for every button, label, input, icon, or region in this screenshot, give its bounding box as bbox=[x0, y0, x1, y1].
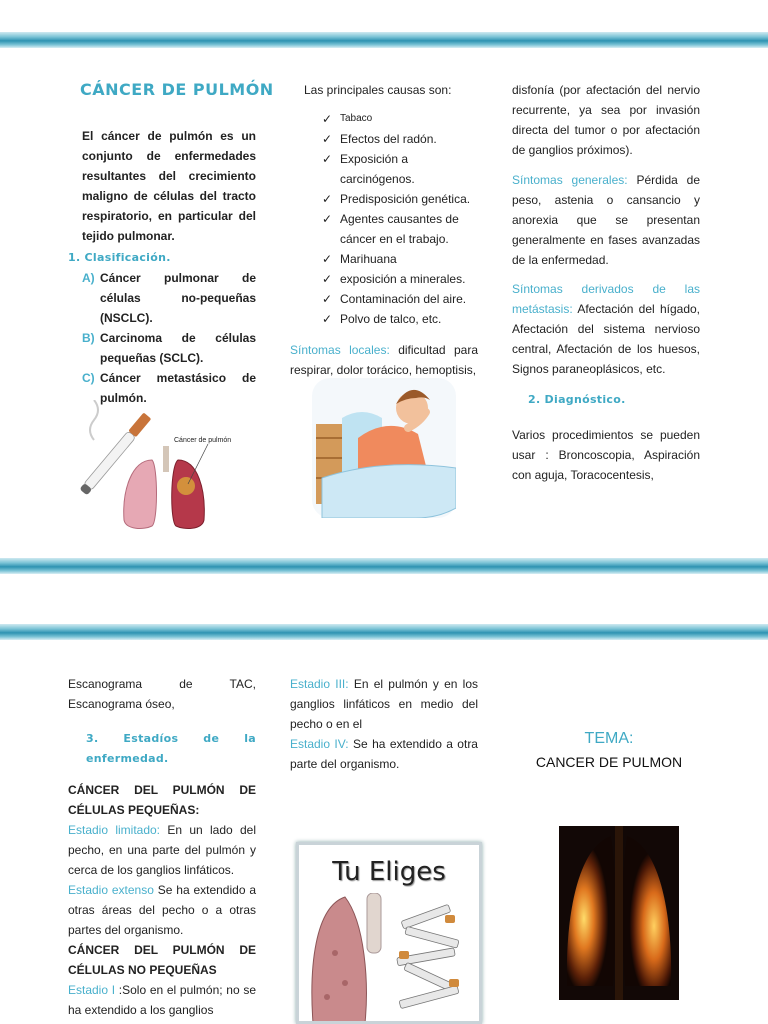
item-letter: A) bbox=[82, 271, 95, 285]
stages-heading-text: 3. Estadíos de la enfermedad. bbox=[86, 732, 256, 765]
cause-item: ✓ Tabaco bbox=[322, 109, 476, 129]
limited-stage-text: En un lado del pecho, en una parte del pulmón y cerca de los ganglios linfáticos. bbox=[68, 823, 256, 877]
tu-eliges-poster bbox=[296, 842, 482, 1024]
local-symptoms bbox=[290, 340, 478, 380]
metastasis-symptoms bbox=[512, 279, 700, 379]
classification-section bbox=[68, 248, 256, 408]
cause-item: ✓ exposición a minerales. bbox=[322, 269, 476, 289]
small-cell-heading: CÁNCER DEL PULMÓN DE CÉLULAS PEQUEÑAS: bbox=[68, 783, 256, 817]
cause-item: ✓ Efectos del radón. bbox=[322, 129, 476, 149]
extensive-stage-label: Estadio extenso bbox=[68, 883, 154, 897]
general-symptoms-text: Pérdida de peso, astenia o cansancio y anorexia que se presentan generalmente en fases avanzadas de la enfermedad. bbox=[512, 173, 700, 267]
disfonia-text: disfonía (por afectación del nervio recurrente, ya sea por invasión directa del tumor o por afectación de ganglios próximos). bbox=[512, 83, 700, 157]
intro-text: El cáncer de pulmón es un conjunto de enfermedades resultantes del crecimiento maligno de células del tracto respiratorio, en particular del tejido pulmonar. bbox=[82, 129, 256, 243]
non-small-cell-heading: CÁNCER DEL PULMÓN DE CÉLULAS NO PEQUEÑAS bbox=[68, 943, 256, 977]
cause-item: ✓ Polvo de talco, etc. bbox=[322, 309, 476, 329]
tema-value: CANCER DE PULMON bbox=[535, 754, 683, 770]
diagnosis-continuation: Escanograma de TAC, Escanograma óseo, bbox=[68, 677, 256, 711]
local-symptoms-text: dificultad para respirar, dolor torácico, hemoptisis, bbox=[290, 343, 479, 377]
middle-band-upper bbox=[0, 558, 768, 574]
cause-item: ✓ Marihuana bbox=[322, 249, 476, 269]
stage-four-label: Estadio IV: bbox=[290, 737, 349, 751]
item-letter: B) bbox=[82, 331, 95, 345]
metastasis-symptoms-text: Afectación del hígado, Afectación del sistema nervioso central, Afectación de los huesos, Signos paraneoplásicos, etc. bbox=[512, 302, 700, 376]
stages-heading bbox=[86, 729, 256, 769]
small-cell-section bbox=[68, 780, 256, 1020]
stage-three bbox=[290, 674, 478, 734]
lung-and-cigarettes-icon bbox=[305, 893, 475, 1023]
causes-list bbox=[322, 109, 476, 329]
intro-paragraph bbox=[82, 126, 256, 246]
cause-item: ✓ Exposición a carcinógenos. bbox=[322, 149, 476, 189]
general-symptoms-label: Síntomas generales: bbox=[512, 173, 628, 187]
stage-three-label: Estadio III: bbox=[290, 677, 349, 691]
figure-label: Cáncer de pulmón bbox=[174, 437, 232, 444]
top-band bbox=[0, 32, 768, 48]
extensive-stage bbox=[68, 880, 256, 940]
tema-label: TEMA: bbox=[584, 730, 634, 747]
coughing-person-illustration bbox=[312, 378, 456, 518]
item-text: Cáncer pulmonar de células no-pequeñas (NSCLC). bbox=[100, 271, 256, 325]
stage-one-label: Estadio I bbox=[68, 983, 116, 997]
diagnosis-text: Varios procedimientos se pueden usar : Broncoscopia, Aspiración con aguja, Toracocentesis, bbox=[512, 428, 700, 482]
extensive-stage-text: Se ha extendido a otras áreas del pecho o a otras partes del organismo. bbox=[68, 883, 257, 937]
limited-stage bbox=[68, 820, 256, 880]
item-text: Carcinoma de células pequeñas (SCLC). bbox=[100, 331, 256, 365]
local-symptoms-label: Síntomas locales: bbox=[290, 343, 390, 357]
metastasis-symptoms-label: Síntomas derivados de las metástasis: bbox=[512, 282, 700, 316]
cigarette-lungs-illustration bbox=[80, 400, 240, 535]
stage-four-text: Se ha extendido a otra parte del organismo. bbox=[290, 737, 478, 771]
cause-item: ✓ Contaminación del aire. bbox=[322, 289, 476, 309]
cause-item: ✓ Predisposición genética. bbox=[322, 189, 476, 209]
classification-heading: 1. Clasificación. bbox=[68, 251, 171, 264]
cause-item: ✓ Agentes causantes de cáncer en el trabajo. bbox=[322, 209, 476, 249]
stage-three-text: En el pulmón y en los ganglios linfáticos en medio del pecho o en el bbox=[290, 677, 479, 731]
diagnosis-heading: 2. Diagnóstico. bbox=[528, 393, 626, 406]
item-text: Cáncer metastásico de pulmón. bbox=[100, 371, 256, 405]
middle-band-lower bbox=[0, 624, 768, 640]
stage-one-text: :Solo en el pulmón; no se ha extendido a los ganglios bbox=[68, 983, 256, 1017]
chest-xray-image bbox=[559, 826, 679, 1000]
page-title: CÁNCER DE PULMÓN bbox=[80, 80, 274, 99]
causes-intro: Las principales causas son: bbox=[304, 83, 452, 97]
stage-four bbox=[290, 734, 478, 774]
poster-title: Tu Eliges bbox=[332, 857, 446, 887]
item-letter: C) bbox=[82, 371, 95, 385]
general-symptoms bbox=[512, 170, 700, 270]
stage-one bbox=[68, 980, 256, 1020]
classification-item-b bbox=[82, 328, 256, 368]
limited-stage-label: Estadio limitado: bbox=[68, 823, 161, 837]
classification-item-a bbox=[82, 268, 256, 328]
